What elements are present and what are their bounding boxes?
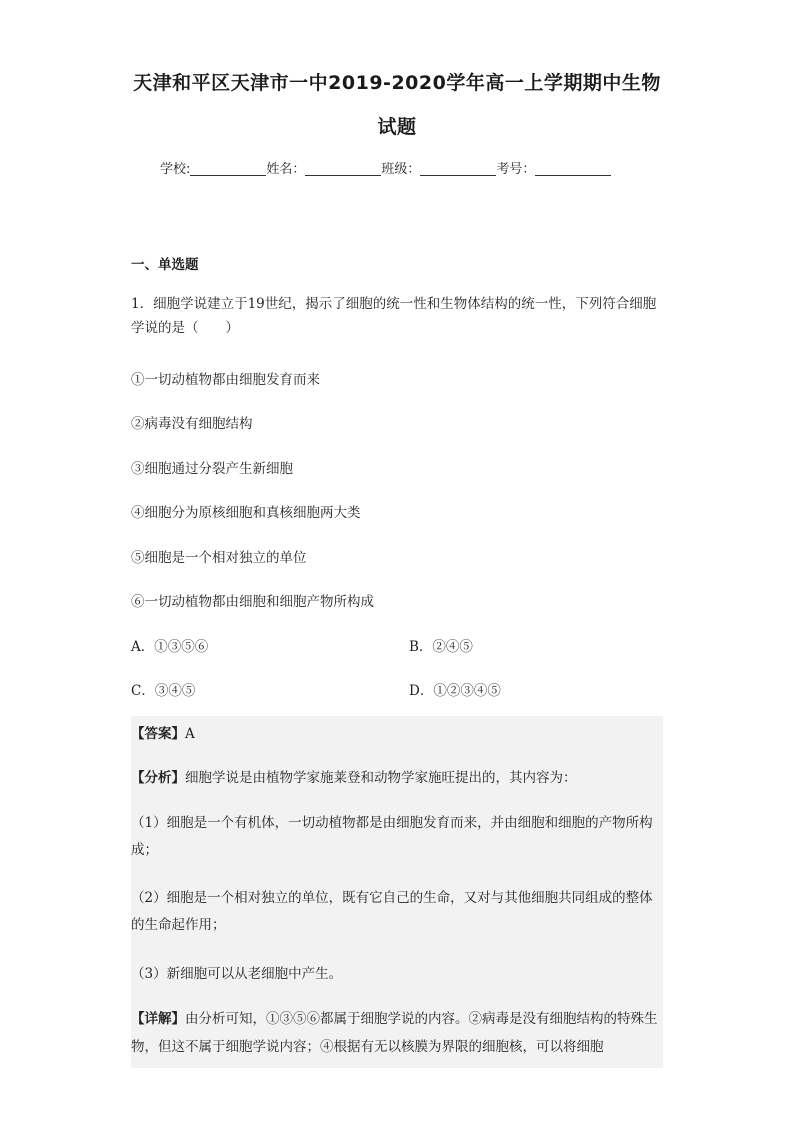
question-stem: 1．细胞学说建立于19世纪，揭示了细胞的统一性和生物体结构的统一性，下列符合细胞学说的是（ ） bbox=[131, 296, 657, 336]
choice-d: D．①②③④⑤ bbox=[409, 683, 501, 699]
answer-tag: 【答案】 bbox=[131, 726, 185, 742]
statement-3: ③细胞通过分裂产生新细胞 bbox=[131, 461, 293, 477]
analysis-point-1: （1）细胞是一个有机体，一切动植物都是由细胞发育而来，并由细胞和细胞的产物所构成； bbox=[131, 815, 653, 858]
document-title-line-1: 天津和平区天津市一中2019-2020学年高一上学期期中生物 bbox=[133, 72, 661, 94]
document-title-line-2: 试题 bbox=[377, 116, 417, 138]
statement-6: ⑥一切动植物都由细胞和细胞产物所构成 bbox=[131, 594, 374, 610]
analysis-tag: 【分析】 bbox=[131, 770, 185, 786]
class-blank bbox=[420, 162, 496, 176]
section-heading: 一、单选题 bbox=[131, 257, 199, 273]
statement-2: ②病毒没有细胞结构 bbox=[131, 416, 253, 432]
school-label: 学校: bbox=[160, 162, 191, 177]
detail-text: 由分析可知，①③⑤⑥都属于细胞学说的内容。②病毒是没有细胞结构的特殊生物，但这不属于细胞学说内容；④根据有无以核膜为界限的细胞核，可以将细胞 bbox=[131, 1011, 658, 1055]
choice-a: A．①③⑤⑥ bbox=[131, 639, 209, 655]
analysis-text: 细胞学说是由植物学家施莱登和动物学家施旺提出的，其内容为： bbox=[185, 770, 577, 786]
name-label: 姓名： bbox=[266, 162, 306, 177]
detail-tag: 【详解】 bbox=[131, 1011, 185, 1027]
exam-number-blank bbox=[535, 162, 611, 176]
choice-b: B．②④⑤ bbox=[409, 639, 473, 655]
statement-4: ④细胞分为原核细胞和真核细胞两大类 bbox=[131, 505, 361, 521]
choice-c: C．③④⑤ bbox=[131, 683, 196, 699]
analysis-line bbox=[131, 764, 661, 792]
name-blank bbox=[305, 162, 381, 176]
answer-value: A bbox=[185, 726, 195, 742]
analysis-point-3: （3）新细胞可以从老细胞中产生。 bbox=[131, 966, 343, 982]
statement-5: ⑤细胞是一个相对独立的单位 bbox=[131, 550, 307, 566]
answer-line bbox=[131, 720, 661, 748]
school-blank bbox=[190, 162, 266, 176]
class-label: 班级： bbox=[381, 162, 421, 177]
statement-1: ①一切动植物都由细胞发育而来 bbox=[131, 372, 320, 388]
analysis-point-2: （2）细胞是一个相对独立的单位，既有它自己的生命，又对与其他细胞共同组成的整体的生命起作用； bbox=[131, 890, 653, 933]
exam-number-label: 考号： bbox=[496, 162, 536, 177]
student-info-row bbox=[160, 158, 611, 177]
detail-paragraph bbox=[131, 1005, 661, 1061]
